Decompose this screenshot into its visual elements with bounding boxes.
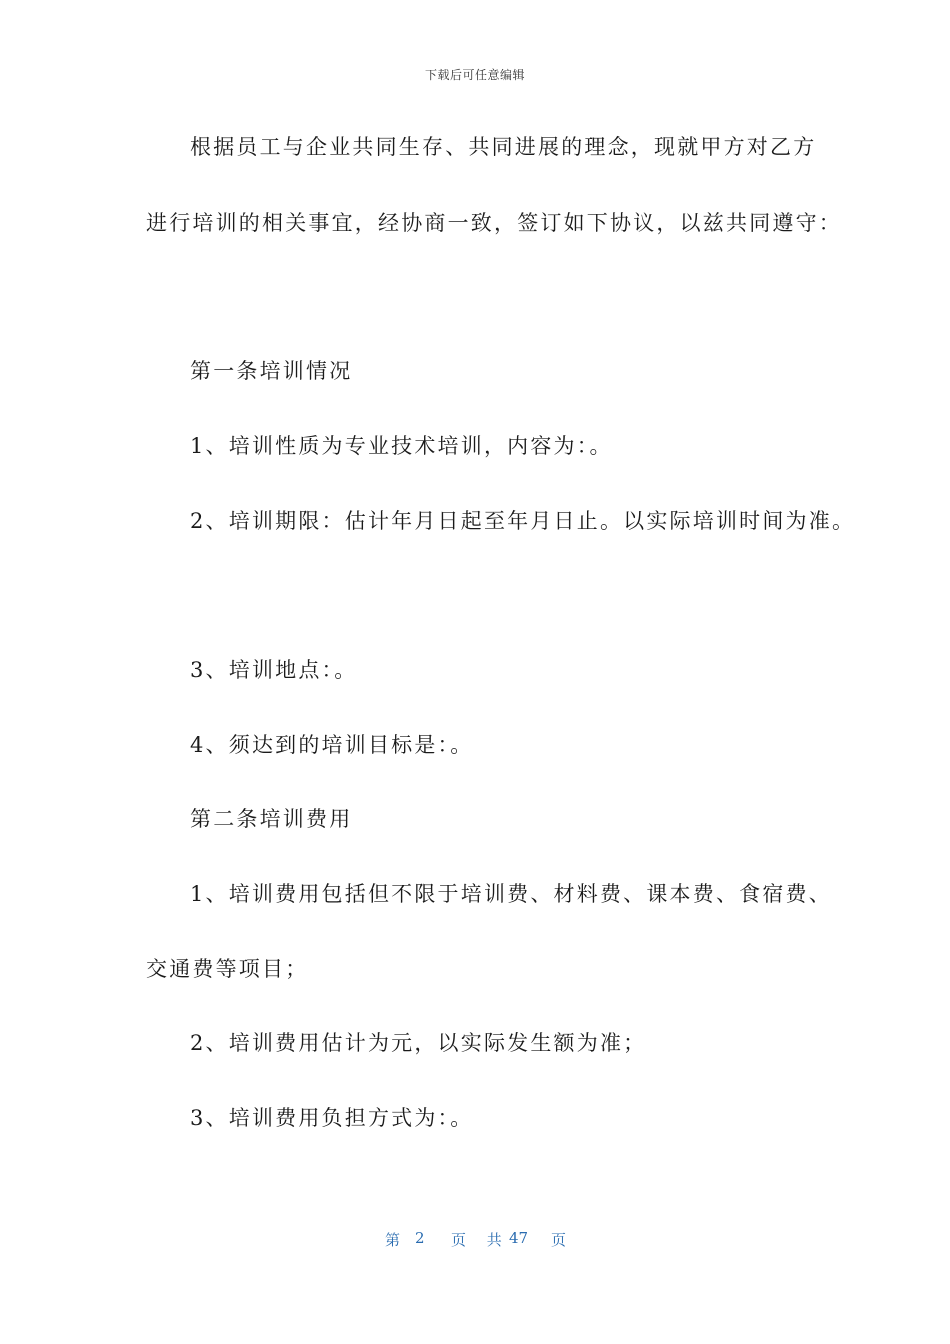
clause-training-nature: 1、培训性质为专业技术培训，内容为：。 [190,434,613,458]
paragraph-intro-line-2: 进行培训的相关事宜，经协商一致，签订如下协议，以兹共同遵守： [146,211,842,235]
footer-prefix: 第 [385,1231,401,1249]
clause-training-goal: 4、须达到的培训目标是：。 [190,733,474,757]
footer-total-pages: 47 [509,1229,529,1247]
header-note: 下载后可任意编辑 [424,68,525,82]
clause-cost-estimate: 2、培训费用估计为元，以实际发生额为准； [190,1031,647,1055]
clause-cost-items-line-2: 交通费等项目； [146,957,309,981]
paragraph-intro-line-1: 根据员工与企业共同生存、共同进展的理念，现就甲方对乙方 [190,135,817,159]
page-footer [0,1229,950,1251]
section-heading-training-costs: 第二条培训费用 [190,807,353,831]
clause-cost-bearing: 3、培训费用负担方式为：。 [190,1106,474,1130]
clause-training-location: 3、培训地点：。 [190,658,358,682]
section-heading-training-situation: 第一条培训情况 [190,359,353,383]
footer-suffix: 页 [551,1231,567,1249]
clause-cost-items-line-1: 1、培训费用包括但不限于培训费、材料费、课本费、食宿费、 [190,882,832,906]
footer-mid: 页 共 [451,1231,510,1249]
clause-training-period: 2、培训期限：估计年月日起至年月日止。以实际培训时间为准。 [190,509,856,533]
footer-current-page: 2 [415,1229,425,1247]
